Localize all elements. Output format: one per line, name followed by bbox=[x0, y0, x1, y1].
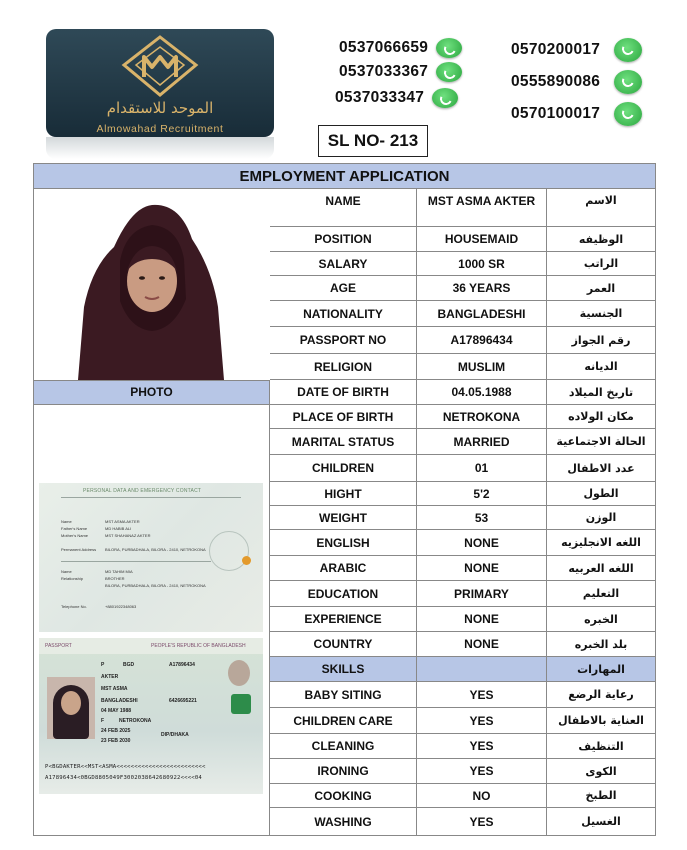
country-label: PEOPLE'S REPUBLIC OF BANGLADESH bbox=[151, 643, 246, 649]
field-label-arabic: الخبره bbox=[584, 612, 618, 626]
given-name: MST ASMA bbox=[101, 686, 128, 692]
photo-label: PHOTO bbox=[34, 380, 270, 405]
row-education bbox=[270, 581, 655, 607]
field-label: WEIGHT bbox=[270, 506, 417, 529]
field-label-arabic: بلد الخبره bbox=[574, 637, 628, 651]
issuing-authority: DIP/DHAKA bbox=[161, 732, 189, 738]
field-label: PASSPORT NO bbox=[270, 327, 417, 353]
company-name-english: Almowahad Recruitment bbox=[96, 123, 224, 135]
field-label: NATIONALITY bbox=[270, 301, 417, 326]
phone-number: 0570100017 bbox=[511, 105, 601, 122]
divider bbox=[61, 561, 211, 562]
field-label: ARABIC bbox=[270, 556, 417, 580]
candidate-photo bbox=[34, 189, 270, 380]
field-label: SALARY bbox=[270, 252, 417, 275]
field-value: NO bbox=[417, 784, 547, 807]
expiry-date: 23 FEB 2030 bbox=[101, 738, 131, 744]
field-father-label: Father's Name bbox=[61, 526, 88, 531]
field-label-arabic: الراتب bbox=[583, 257, 619, 270]
field-value: A17896434 bbox=[417, 327, 547, 353]
field-name-label: Name bbox=[61, 519, 72, 524]
row-experience bbox=[270, 607, 655, 632]
field-label-arabic: الوظيفه bbox=[578, 232, 624, 246]
row-ironing bbox=[270, 759, 655, 784]
field-phone-label: Telephone No. bbox=[61, 604, 87, 609]
field-value: 01 bbox=[417, 455, 547, 481]
field-label: NAME bbox=[270, 189, 417, 226]
row-baby-siting bbox=[270, 682, 655, 708]
field-label: CHILDREN CARE bbox=[270, 708, 417, 733]
field-label: MARITAL STATUS bbox=[270, 429, 417, 454]
ghost-photo bbox=[228, 660, 250, 686]
field-label-arabic: رقم الجواز bbox=[571, 333, 631, 347]
field-label-arabic: الوزن bbox=[585, 511, 617, 524]
address: BILORA, PURBADHALA, BILORA - 2410, NETROKONA bbox=[105, 547, 206, 552]
field-label: EXPERIENCE bbox=[270, 607, 417, 631]
field-label-arabic: مكان الولاده bbox=[568, 410, 634, 423]
hologram-dot bbox=[242, 556, 251, 565]
row-country bbox=[270, 632, 655, 657]
personal-number: 6426695221 bbox=[169, 698, 197, 704]
field-value: HOUSEMAID bbox=[417, 227, 547, 251]
passport-label: PASSPORT bbox=[45, 643, 72, 649]
field-label-arabic: الجنسية bbox=[579, 307, 623, 320]
field-label-arabic: التنظيف bbox=[578, 739, 624, 753]
field-label: POSITION bbox=[270, 227, 417, 251]
field-label-arabic: عدد الاطفال bbox=[567, 461, 635, 475]
field-label-arabic: اللغه العربيه bbox=[568, 561, 634, 575]
field-label: EDUCATION bbox=[270, 581, 417, 606]
field-label: WASHING bbox=[270, 808, 417, 835]
field-label: COUNTRY bbox=[270, 632, 417, 656]
field-value: NONE bbox=[417, 632, 547, 656]
row-name bbox=[270, 189, 655, 227]
field-label: IRONING bbox=[270, 759, 417, 783]
field-value: YES bbox=[417, 734, 547, 758]
row-place-of-birth bbox=[270, 405, 655, 429]
serial-number: SL NO- 213 bbox=[318, 125, 428, 157]
issue-date: 24 FEB 2025 bbox=[101, 728, 131, 734]
company-name-arabic: الموحد للاستقدام bbox=[106, 99, 214, 117]
whatsapp-icon bbox=[614, 38, 642, 62]
whatsapp-icon bbox=[614, 70, 642, 94]
row-weight bbox=[270, 506, 655, 530]
field-value: YES bbox=[417, 808, 547, 835]
field-label-arabic: العمر bbox=[586, 281, 616, 295]
field-value: PRIMARY bbox=[417, 581, 547, 606]
hologram-emblem bbox=[231, 694, 251, 714]
date-of-birth: 04 MAY 1988 bbox=[101, 708, 132, 714]
logo-reflection bbox=[46, 137, 274, 159]
field-value bbox=[417, 657, 547, 681]
row-cleaning bbox=[270, 734, 655, 759]
field-label-arabic: الكوى bbox=[585, 764, 617, 778]
field-value: 1000 SR bbox=[417, 252, 547, 275]
form-title: EMPLOYMENT APPLICATION bbox=[34, 164, 655, 189]
row-marital-status bbox=[270, 429, 655, 455]
field-label-arabic: المهارات bbox=[577, 662, 625, 676]
field-address-label: Permanent Address bbox=[61, 547, 97, 552]
field-value: NONE bbox=[417, 556, 547, 580]
surname: AKTER bbox=[101, 674, 119, 680]
field-value: NONE bbox=[417, 607, 547, 631]
row-passport-no bbox=[270, 327, 655, 354]
field-label-arabic: الحالة الاجتماعية bbox=[556, 435, 646, 448]
place-of-birth: NETROKONA bbox=[119, 718, 152, 724]
row-nationality bbox=[270, 301, 655, 327]
row-religion bbox=[270, 354, 655, 380]
field-value: 36 YEARS bbox=[417, 276, 547, 300]
field-label: COOKING bbox=[270, 784, 417, 807]
country-code: BGD bbox=[123, 662, 135, 668]
phone-right-1[interactable] bbox=[511, 38, 642, 62]
passport-photo-page bbox=[39, 638, 263, 794]
row-children bbox=[270, 455, 655, 482]
row-skills-header bbox=[270, 657, 655, 682]
field-value: YES bbox=[417, 708, 547, 733]
field-label-arabic: الطول bbox=[583, 487, 619, 500]
field-value: 04.05.1988 bbox=[417, 380, 547, 404]
row-date-of-birth bbox=[270, 380, 655, 405]
nationality: BANGLADESHI bbox=[101, 698, 138, 704]
whatsapp-icon bbox=[614, 102, 642, 126]
field-value: MARRIED bbox=[417, 429, 547, 454]
passport-photo bbox=[47, 677, 95, 739]
field-label-arabic: تاريخ الميلاد bbox=[568, 385, 634, 399]
whatsapp-icon bbox=[432, 88, 458, 108]
field-label-arabic: الطبخ bbox=[585, 789, 617, 802]
contact-header: PERSONAL DATA AND EMERGENCY CONTACT bbox=[83, 488, 202, 494]
sex: F bbox=[101, 718, 105, 724]
phone-number: 0537033367 bbox=[339, 63, 429, 80]
field-value: MST ASMA AKTER bbox=[417, 189, 547, 226]
phone-left-2[interactable] bbox=[339, 62, 462, 82]
father-name: MD HABIB ALI bbox=[105, 526, 132, 531]
passport-data-page bbox=[39, 483, 263, 632]
emergency-address: BILORA, PURBADHALA, BILORA - 2410, NETROKONA bbox=[105, 583, 206, 588]
phone-number: 0537033347 bbox=[335, 89, 425, 106]
field-value: 53 bbox=[417, 506, 547, 529]
watermark-seal bbox=[209, 531, 249, 571]
phone-number: 0555890086 bbox=[511, 73, 601, 90]
passport-type: P bbox=[101, 662, 105, 668]
mrz-line-2: A17896434<0BGD8805049F3002038642680922<<<<04 bbox=[45, 775, 202, 781]
row-height bbox=[270, 482, 655, 506]
field-mother-label: Mother's Name bbox=[61, 533, 88, 538]
row-age bbox=[270, 276, 655, 301]
field-label-arabic: رعاية الرضع bbox=[568, 688, 634, 701]
mother-name: MST SHAHANAZ AKTER bbox=[105, 533, 151, 538]
field-value: YES bbox=[417, 682, 547, 707]
field-value: NETROKONA bbox=[417, 405, 547, 428]
row-salary bbox=[270, 252, 655, 276]
field-label-arabic: الاسم bbox=[585, 194, 617, 207]
field-label: AGE bbox=[270, 276, 417, 300]
row-children-care bbox=[270, 708, 655, 734]
field-label: CHILDREN bbox=[270, 455, 417, 481]
phone-left-1[interactable] bbox=[339, 38, 462, 58]
field-value: MUSLIM bbox=[417, 354, 547, 379]
field-relation-label: Relationship bbox=[61, 576, 84, 581]
field-label: CLEANING bbox=[270, 734, 417, 758]
whatsapp-icon bbox=[436, 38, 462, 58]
field-label: SKILLS bbox=[270, 657, 417, 681]
row-english bbox=[270, 530, 655, 556]
row-cooking bbox=[270, 784, 655, 808]
field-emergency-label: Name bbox=[61, 569, 72, 574]
row-washing bbox=[270, 808, 655, 835]
holder-name: MST ASMA AKTER bbox=[105, 519, 140, 524]
field-label-arabic: التعليم bbox=[582, 587, 620, 600]
passport-number: A17896434 bbox=[169, 662, 195, 668]
row-position bbox=[270, 227, 655, 252]
emergency-name: MD TAHIM MIA bbox=[105, 569, 133, 574]
field-label: ENGLISH bbox=[270, 530, 417, 555]
passport-header-band bbox=[39, 638, 263, 654]
field-value: YES bbox=[417, 759, 547, 783]
mrz-line-1: P<BGDAKTER<<MST<ASMA<<<<<<<<<<<<<<<<<<<<<<<<< bbox=[45, 764, 206, 770]
field-label: BABY SITING bbox=[270, 682, 417, 707]
emergency-relation: BROTHER bbox=[105, 576, 125, 581]
field-label: RELIGION bbox=[270, 354, 417, 379]
phone-left-3[interactable] bbox=[335, 88, 458, 108]
field-value: 5'2 bbox=[417, 482, 547, 505]
divider bbox=[61, 497, 241, 498]
phone-right-3[interactable] bbox=[511, 102, 642, 126]
row-arabic bbox=[270, 556, 655, 581]
phone-number: 0537066659 bbox=[339, 39, 429, 56]
phone-right-2[interactable] bbox=[511, 70, 642, 94]
candidate-portrait-image bbox=[34, 189, 270, 380]
company-logo bbox=[46, 29, 274, 137]
field-label-arabic: الغسيل bbox=[581, 815, 621, 828]
emergency-phone: +8801922348063 bbox=[105, 604, 137, 609]
whatsapp-icon bbox=[436, 62, 462, 82]
field-label-arabic: العناية بالاطفال bbox=[558, 714, 644, 727]
field-value: NONE bbox=[417, 530, 547, 555]
field-value: BANGLADESHI bbox=[417, 301, 547, 326]
field-label-arabic: اللغه الانجليزيه bbox=[561, 536, 641, 549]
field-label-arabic: الديانه bbox=[584, 360, 618, 373]
phone-number: 0570200017 bbox=[511, 41, 601, 58]
logo-emblem-icon bbox=[110, 35, 210, 101]
field-label: PLACE OF BIRTH bbox=[270, 405, 417, 428]
field-label: DATE OF BIRTH bbox=[270, 380, 417, 404]
field-label: HIGHT bbox=[270, 482, 417, 505]
